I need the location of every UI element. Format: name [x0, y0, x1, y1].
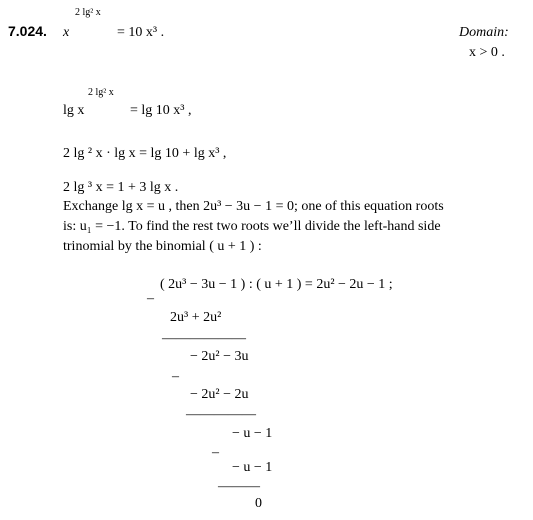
division-row-4: − u − 1	[232, 426, 273, 441]
division-line-1: ——————	[162, 331, 246, 346]
division-row-1: 2u³ + 2u²	[170, 310, 222, 325]
division-row-3: − 2u² − 2u	[190, 387, 249, 402]
problem-number: 7.024.	[8, 23, 47, 39]
paragraph-line-2: is: u₁ = −1. To find the rest two roots we’ll divide the left-hand side	[63, 219, 441, 234]
division-row-5: − u − 1	[232, 460, 273, 475]
paragraph-line-1: Exchange lg x = u , then 2u³ − 3u − 1 = 0; one of this equation roots	[63, 199, 444, 214]
division-header: ( 2u³ − 3u − 1 ) : ( u + 1 ) = 2u² − 2u − 1 ;	[160, 277, 393, 292]
paragraph-line-3: trinomial by the binomial ( u + 1 ) :	[63, 239, 262, 254]
step1-lhs: lg x	[63, 103, 85, 118]
division-row-2: − 2u² − 3u	[190, 349, 249, 364]
division-minus-3: –	[212, 445, 219, 460]
domain-condition: x > 0 .	[469, 45, 505, 60]
division-minus-2: –	[172, 369, 179, 384]
equation-base: x	[63, 25, 70, 40]
division-line-2: —————	[186, 407, 256, 422]
step1-exponent: 2 lg² x	[88, 87, 114, 98]
step1-rhs: = lg 10 x³ ,	[130, 103, 192, 118]
division-line-3: ———	[218, 479, 260, 494]
division-minus-1: –	[147, 291, 154, 306]
step2-equation: 2 lg ² x · lg x = lg 10 + lg x³ ,	[63, 146, 227, 161]
equation-rhs: = 10 x³ .	[117, 25, 165, 40]
division-result: 0	[255, 496, 262, 511]
equation-exponent: 2 lg² x	[75, 7, 101, 18]
step3-equation: 2 lg ³ x = 1 + 3 lg x .	[63, 180, 179, 195]
domain-label: Domain:	[459, 25, 509, 40]
